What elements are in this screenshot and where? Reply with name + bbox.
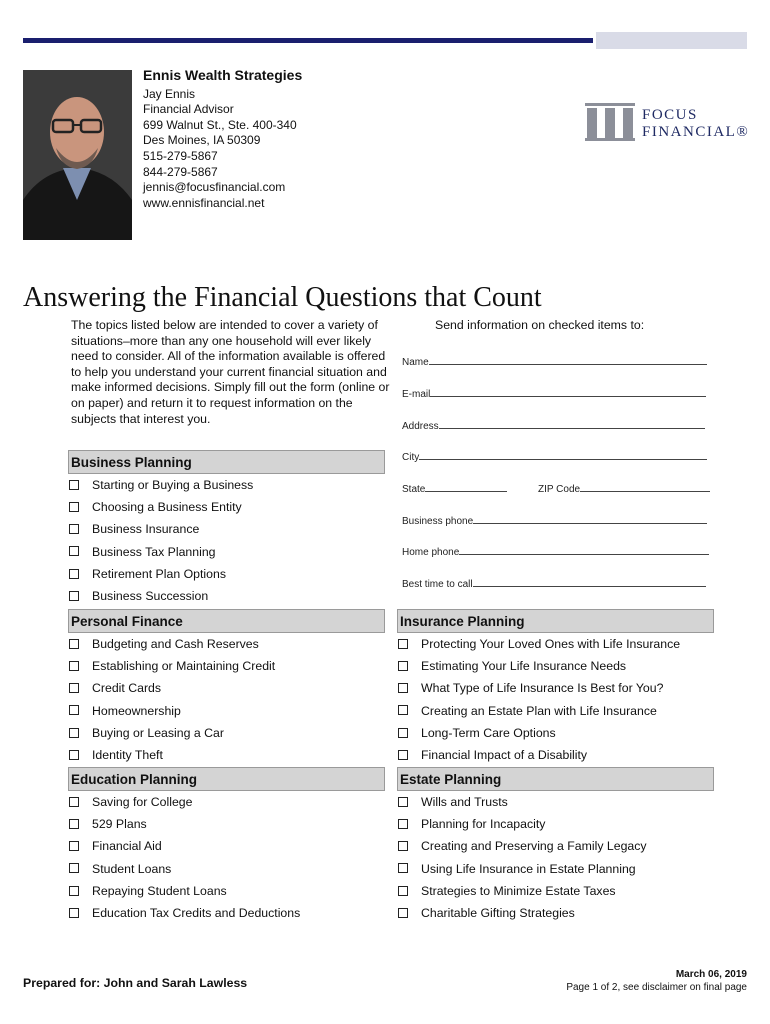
- checkbox[interactable]: [69, 819, 79, 829]
- checklist-item[interactable]: [397, 722, 714, 744]
- item-label: Business Insurance: [92, 522, 200, 537]
- item-label: Estimating Your Life Insurance Needs: [421, 659, 627, 674]
- checklist-item[interactable]: [397, 835, 714, 857]
- checkbox[interactable]: [398, 683, 408, 693]
- checkbox[interactable]: [398, 908, 408, 918]
- section-heading: Education Planning: [68, 767, 385, 791]
- city-line[interactable]: [419, 450, 707, 460]
- checkbox[interactable]: [69, 546, 79, 556]
- section-heading: Estate Planning: [397, 767, 714, 791]
- checkbox[interactable]: [398, 639, 408, 649]
- checkbox[interactable]: [398, 661, 408, 671]
- checkbox[interactable]: [69, 841, 79, 851]
- footer-meta: [566, 968, 747, 994]
- item-label: Identity Theft: [92, 747, 163, 762]
- checklist-item[interactable]: [397, 902, 714, 924]
- best-time-field[interactable]: [402, 577, 706, 590]
- checklist-item[interactable]: [397, 744, 714, 766]
- checklist-item[interactable]: [68, 902, 385, 924]
- item-label: Starting or Buying a Business: [92, 478, 254, 492]
- state-label: State: [402, 484, 426, 495]
- checklist-item[interactable]: [397, 700, 714, 722]
- section-personal-finance: [68, 609, 385, 766]
- checklist-item[interactable]: [68, 541, 385, 563]
- checkbox[interactable]: [69, 705, 79, 715]
- checkbox[interactable]: [69, 908, 79, 918]
- checklist-item[interactable]: [397, 813, 714, 835]
- item-label: Retirement Plan Options: [92, 566, 226, 581]
- item-label: Protecting Your Loved Ones with Life Insurance: [421, 637, 681, 651]
- item-label: Repaying Student Loans: [92, 883, 227, 898]
- item-label: Long-Term Care Options: [421, 725, 556, 740]
- city-label: City: [402, 452, 420, 463]
- item-label: Choosing a Business Entity: [92, 500, 242, 515]
- checkbox[interactable]: [398, 886, 408, 896]
- checklist-item[interactable]: [68, 880, 385, 902]
- section-heading: Business Planning: [68, 450, 385, 474]
- item-label: Charitable Gifting Strategies: [421, 905, 575, 920]
- website-link[interactable]: www.ennisfinancial.net: [143, 195, 265, 210]
- zip-field[interactable]: [538, 482, 710, 495]
- checkbox[interactable]: [69, 661, 79, 671]
- checklist-item[interactable]: [397, 633, 714, 655]
- checkbox[interactable]: [398, 705, 408, 715]
- item-label: Establishing or Maintaining Credit: [92, 659, 276, 674]
- item-label: Homeownership: [92, 703, 181, 718]
- item-label: Business Tax Planning: [92, 544, 216, 559]
- checkbox[interactable]: [398, 728, 408, 738]
- checklist-item[interactable]: [397, 655, 714, 677]
- address-field[interactable]: [402, 419, 705, 432]
- advisor-photo: [23, 70, 132, 240]
- best-time-line[interactable]: [473, 577, 706, 587]
- checklist-item[interactable]: [68, 474, 385, 496]
- section-education-planning: [68, 767, 385, 924]
- item-label: Financial Impact of a Disability: [421, 747, 588, 762]
- home-phone-label: Home phone: [402, 547, 460, 558]
- section-heading: Insurance Planning: [397, 609, 714, 633]
- focus-financial-logo: [585, 101, 755, 143]
- checklist-item[interactable]: [68, 791, 385, 813]
- checklist-item[interactable]: [397, 858, 714, 880]
- item-label: Planning for Incapacity: [421, 817, 546, 832]
- checklist-item[interactable]: [68, 655, 385, 677]
- section-heading: Personal Finance: [68, 609, 385, 633]
- document-date: March 06, 2019: [675, 969, 747, 980]
- item-label: Strategies to Minimize Estate Taxes: [421, 883, 616, 898]
- checklist-item[interactable]: [68, 518, 385, 540]
- home-phone-field[interactable]: [402, 545, 709, 558]
- item-label: Student Loans: [92, 861, 172, 876]
- checklist-item[interactable]: [68, 585, 385, 607]
- city-field[interactable]: [402, 450, 707, 463]
- item-label: Financial Aid: [92, 839, 162, 854]
- item-label: 529 Plans: [92, 817, 147, 832]
- checklist-item[interactable]: [397, 791, 714, 813]
- checkbox[interactable]: [69, 750, 79, 760]
- item-label: Credit Cards: [92, 681, 162, 696]
- checkbox[interactable]: [69, 797, 79, 807]
- checklist-item[interactable]: [68, 813, 385, 835]
- checkbox[interactable]: [69, 639, 79, 649]
- prepared-for: Prepared for: John and Sarah Lawless: [23, 976, 248, 990]
- address-line-1: 699 Walnut St., Ste. 400-340: [143, 117, 297, 132]
- checkbox[interactable]: [398, 863, 408, 873]
- item-label: Wills and Trusts: [421, 795, 508, 809]
- form-title: Send information on checked items to:: [435, 318, 645, 332]
- name-field[interactable]: [402, 355, 707, 368]
- checklist-item[interactable]: [68, 496, 385, 518]
- checklist-item[interactable]: [68, 563, 385, 585]
- checklist-item[interactable]: [68, 700, 385, 722]
- email-line[interactable]: [430, 387, 706, 397]
- advisor-contact-block: [143, 68, 302, 211]
- name-label: Name: [402, 357, 429, 368]
- intro-paragraph: The topics listed below are intended to cover a variety of situations–more than any one household will ever likely need to consider. All of the information available is offered to help you understand your current financial situation and make informed decisions. Simply fill out the form (online or on paper) and return it to request information on the subjects that interest you.: [71, 318, 390, 426]
- address-line[interactable]: [439, 419, 705, 429]
- checkbox[interactable]: [398, 841, 408, 851]
- section-estate-planning: [397, 767, 714, 924]
- checkbox[interactable]: [69, 569, 79, 579]
- item-label: Saving for College: [92, 795, 193, 809]
- state-field[interactable]: [402, 482, 507, 495]
- email-label: E-mail: [402, 389, 431, 400]
- item-label: Creating an Estate Plan with Life Insurance: [421, 703, 657, 718]
- best-time-label: Best time to call: [402, 579, 473, 590]
- checkbox[interactable]: [398, 750, 408, 760]
- zip-label: ZIP Code: [538, 484, 581, 495]
- header-rule: [23, 38, 593, 43]
- phone-2: 844-279-5867: [143, 164, 218, 179]
- phone-1: 515-279-5867: [143, 148, 218, 163]
- page-title: Answering the Financial Questions that Count: [23, 282, 542, 313]
- checkbox[interactable]: [69, 728, 79, 738]
- item-label: Creating and Preserving a Family Legacy: [421, 839, 647, 854]
- item-label: Buying or Leasing a Car: [92, 725, 224, 740]
- section-business-planning: [68, 450, 385, 607]
- item-label: Education Tax Credits and Deductions: [92, 905, 301, 920]
- checkbox[interactable]: [69, 683, 79, 693]
- checklist-item[interactable]: [397, 880, 714, 902]
- section-insurance-planning: [397, 609, 714, 766]
- email-link[interactable]: jennis@focusfinancial.com: [143, 180, 286, 195]
- business-phone-line[interactable]: [473, 514, 707, 524]
- checkbox[interactable]: [69, 524, 79, 534]
- email-field[interactable]: [402, 387, 706, 400]
- zip-line[interactable]: [580, 482, 710, 492]
- name-line[interactable]: [429, 355, 707, 365]
- checklist-item[interactable]: [68, 633, 385, 655]
- logo-line-1: FOCUS: [642, 107, 698, 123]
- business-phone-field[interactable]: [402, 514, 707, 527]
- state-line[interactable]: [425, 482, 507, 492]
- checklist-item[interactable]: [68, 858, 385, 880]
- item-label: What Type of Life Insurance Is Best for You?: [421, 681, 664, 696]
- checklist-item[interactable]: [68, 835, 385, 857]
- business-phone-label: Business phone: [402, 516, 474, 527]
- checkbox[interactable]: [398, 797, 408, 807]
- address-label: Address: [402, 421, 439, 432]
- checklist-item[interactable]: [68, 677, 385, 699]
- checkbox[interactable]: [69, 886, 79, 896]
- item-label: Business Succession: [92, 588, 209, 603]
- home-phone-line[interactable]: [459, 545, 709, 555]
- checkbox[interactable]: [69, 863, 79, 873]
- checkbox[interactable]: [69, 591, 79, 601]
- columns-logo-icon: [585, 103, 635, 141]
- advisor-role: Financial Advisor: [143, 102, 234, 117]
- checkbox[interactable]: [69, 502, 79, 512]
- logo-line-2: FINANCIAL®: [642, 124, 750, 140]
- checklist-item[interactable]: [397, 677, 714, 699]
- checklist-item[interactable]: [68, 722, 385, 744]
- item-label: Using Life Insurance in Estate Planning: [421, 861, 636, 876]
- item-label: Budgeting and Cash Reserves: [92, 637, 259, 651]
- checkbox[interactable]: [69, 480, 79, 490]
- header-accent-bar: [596, 32, 747, 49]
- advisor-name: Jay Ennis: [143, 86, 196, 101]
- firm-name: Ennis Wealth Strategies: [143, 67, 303, 83]
- checklist-item[interactable]: [68, 744, 385, 766]
- page-indicator: Page 1 of 2, see disclaimer on final page: [566, 982, 747, 993]
- address-line-2: Des Moines, IA 50309: [143, 133, 261, 148]
- checkbox[interactable]: [398, 819, 408, 829]
